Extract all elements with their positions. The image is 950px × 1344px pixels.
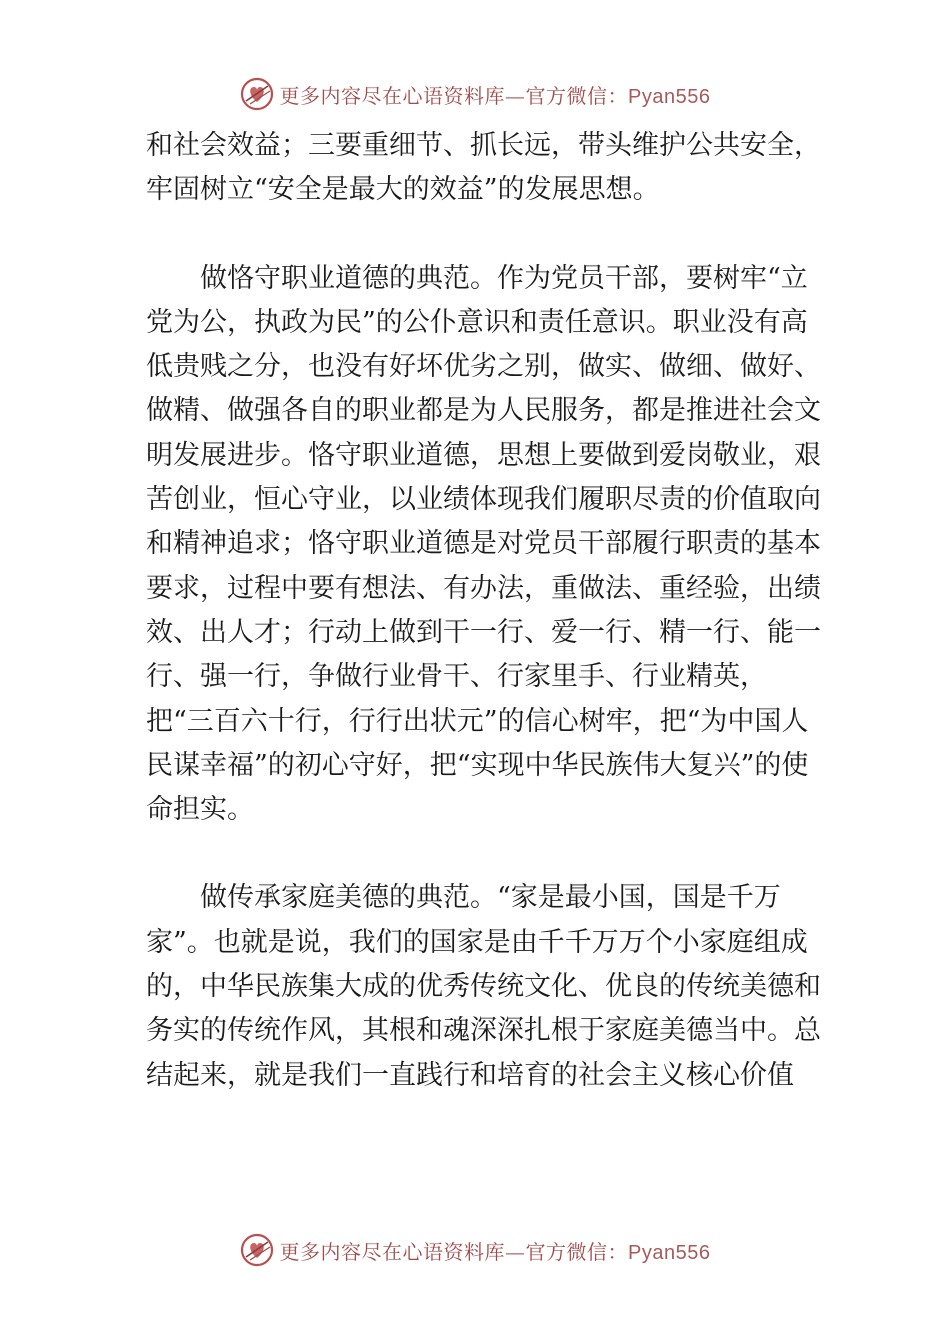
heart-book-logo-icon [240, 1233, 274, 1267]
header-site-text: 更多内容尽在心语资料库 [279, 83, 506, 108]
footer-wechat-id: Pyan556 [628, 1241, 711, 1264]
header-text [280, 80, 711, 109]
header-wechat-id: Pyan556 [628, 85, 711, 108]
heart-book-logo-icon [240, 77, 274, 111]
paragraph-1: 和社会效益；三要重细节、抓长远，带头维护公共安全，牢固树立“安全是最大的效益”的发展思想。 [146, 130, 821, 206]
paragraph-2: 做恪守职业道德的典范。作为党员干部，要树牢“立党为公，执政为民”的公仆意识和责任意识。职业没有高低贵贱之分，也没有好坏优劣之别，做实、做细、做好、做精、做强各自的职业都是为人民服务，都是推进社会文明发展进步。恪守职业道德，思想上要做到爱岗敬业，艰苦创业，恒心守业，以业绩体现我们履职尽责的价值取向和精神追求；恪守职业道德是对党员干部履行职责的基本要求，过程中要有想法、有办法，重做法、重经验，出绩效、出人才；行动上做到干一行、爱一行、精一行、能一行、强一行，争做行业骨干、行家里手、行业精英，把“三百六十行，行行出状元”的信心树牢，把“为中国人民谋幸福”的初心守好，把“实现中华民族伟大复兴”的使命担实。 [146, 262, 821, 826]
footer-banner [0, 1228, 950, 1272]
paragraph-gap [146, 213, 826, 257]
footer-wechat-label: 官方微信： [525, 1239, 629, 1264]
header-banner [0, 72, 950, 116]
footer-text [280, 1236, 711, 1265]
footer-site-text: 更多内容尽在心语资料库 [279, 1239, 506, 1264]
document-body [146, 124, 826, 1098]
paragraph-3: 做传承家庭美德的典范。“家是最小国，国是千万家”。也就是说，我们的国家是由千千万万个小家庭组成的，中华民族集大成的优秀传统文化、优良的传统美德和务实的传统作风，其根和魂深深扎根于家庭美德当中。总结起来，就是我们一直践行和培育的社会主义核心价值 [146, 882, 821, 1091]
paragraph-gap [146, 832, 826, 876]
header-wechat-label: 官方微信： [525, 83, 629, 108]
header-dash: — [505, 83, 526, 108]
footer-dash: — [505, 1239, 526, 1264]
